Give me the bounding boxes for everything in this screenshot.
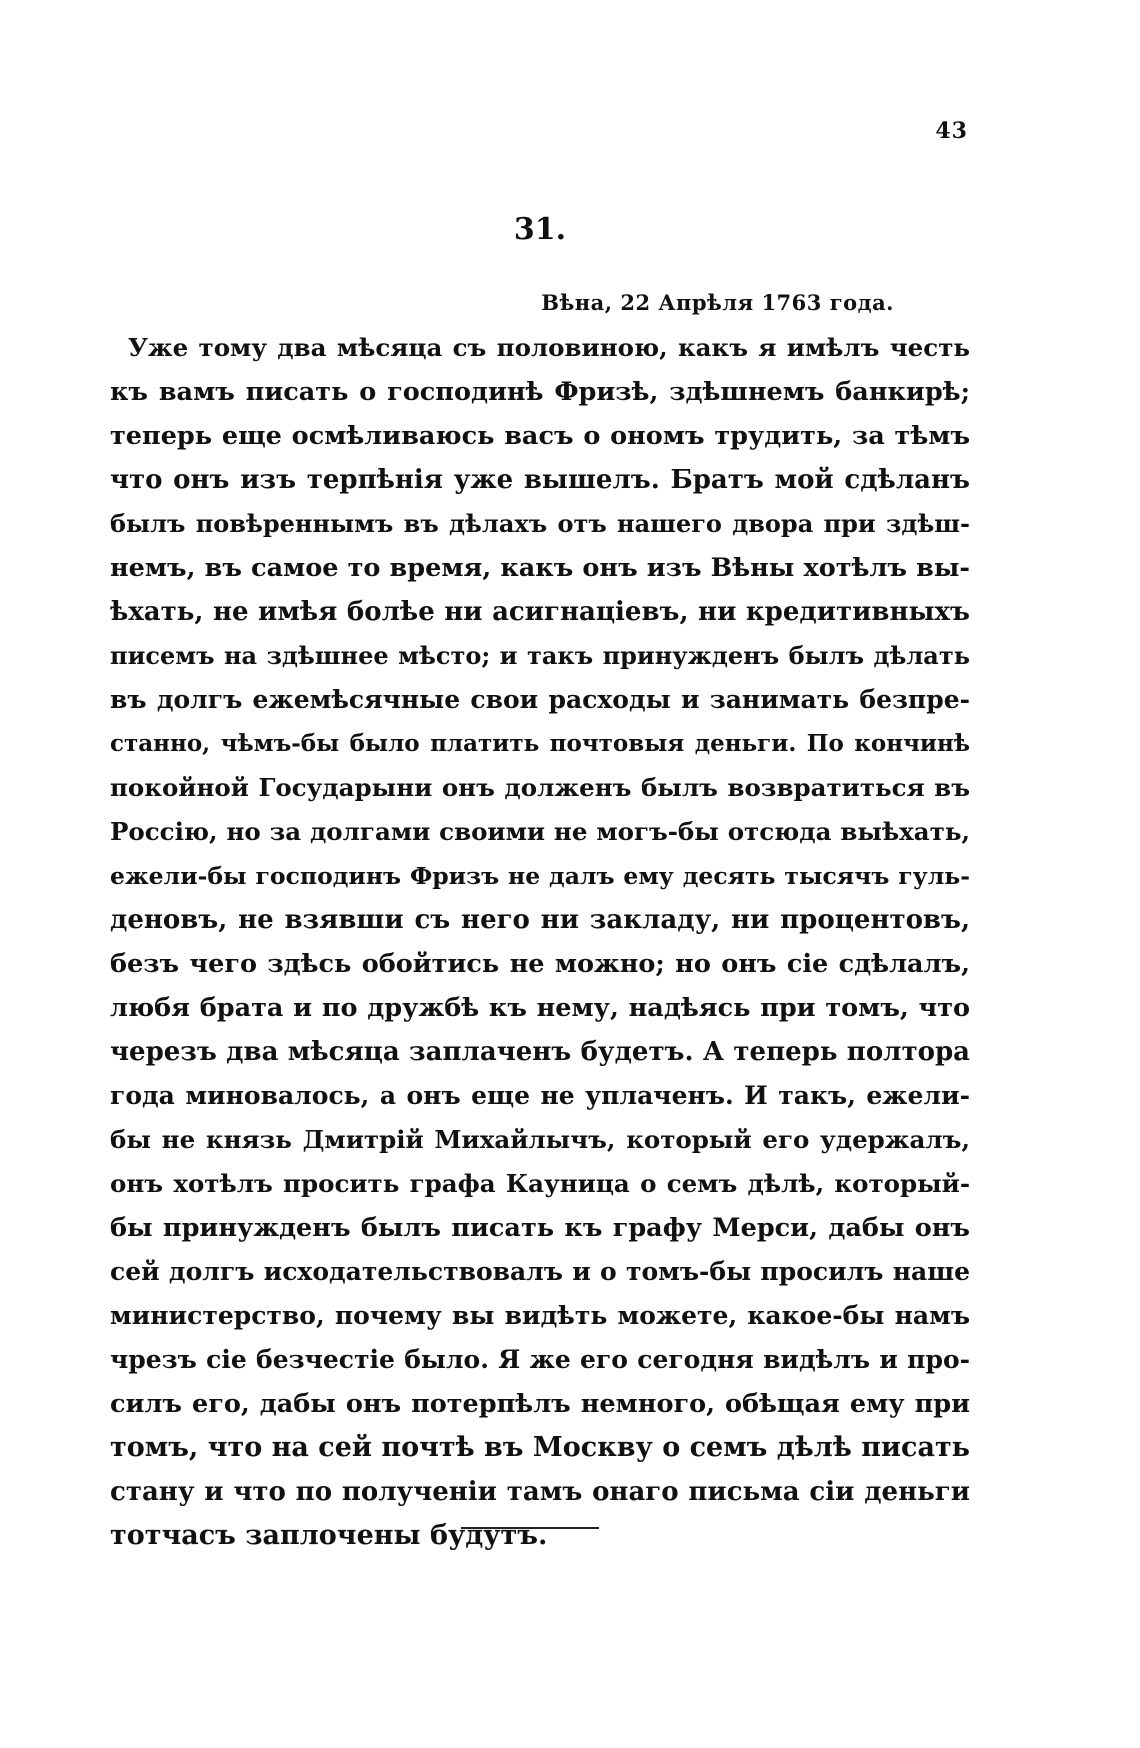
text-line: бы принужденъ былъ писать къ графу Мерси, дабы онъ bbox=[110, 1213, 970, 1243]
text-line: станно, чѣмъ-бы было платить почтовыя деньги. По кончинѣ bbox=[110, 730, 970, 757]
text-line: немъ, въ самое то время, какъ онъ изъ Вѣны хотѣлъ вы- bbox=[110, 553, 970, 583]
text-line: стану и что по полученіи тамъ онаго письма сіи деньги bbox=[110, 1477, 970, 1507]
text-line: покойной Государыни онъ долженъ былъ возвратиться въ bbox=[110, 773, 970, 802]
text-line: любя брата и по дружбѣ къ нему, надѣясь при томъ, что bbox=[110, 993, 970, 1023]
text-line: былъ повѣреннымъ въ дѣлахъ отъ нашего двора при здѣш- bbox=[110, 509, 970, 538]
text-line: что онъ изъ терпѣнія уже вышелъ. Братъ мой сдѣланъ bbox=[110, 465, 970, 495]
text-line: деновъ, не взявши съ него ни закладу, ни процентовъ, bbox=[110, 905, 970, 935]
text-line: силъ его, дабы онъ потерпѣлъ немного, обѣщая ему при bbox=[110, 1389, 970, 1419]
letter-body bbox=[110, 326, 970, 1558]
text-line: сей долгъ исходательствовалъ и о томъ-бы просилъ наше bbox=[110, 1257, 970, 1286]
text-line: Россію, но за долгами своими не могъ-бы отсюда выѣхать, bbox=[110, 817, 970, 846]
text-line: въ долгъ ежемѣсячные свои расходы и занимать безпре- bbox=[110, 685, 970, 714]
text-line: писемъ на здѣшнее мѣсто; и такъ принужденъ былъ дѣлать bbox=[110, 641, 970, 670]
text-line: томъ, что на сей почтѣ въ Москву о семъ дѣлѣ писать bbox=[110, 1432, 970, 1463]
text-line: черезъ два мѣсяца заплаченъ будетъ. А теперь полтора bbox=[110, 1037, 970, 1067]
text-line: года миновалось, а онъ еще не уплаченъ. И такъ, ежели- bbox=[110, 1081, 970, 1110]
text-line: теперь еще осмѣливаюсь васъ о ономъ трудить, за тѣмъ bbox=[110, 421, 970, 451]
text-line: министерство, почему вы видѣть можете, какое-бы намъ bbox=[110, 1301, 970, 1330]
page-number: 43 bbox=[935, 118, 968, 144]
text-line: тотчасъ заплочены будутъ. bbox=[110, 1520, 548, 1551]
text-line: Уже тому два мѣсяца съ половиною, какъ я имѣлъ честь bbox=[128, 333, 970, 362]
text-line: онъ хотѣлъ просить графа Кауница о семъ дѣлѣ, который- bbox=[110, 1169, 970, 1198]
text-line: къ вамъ писать о господинѣ Фризѣ, здѣшнемъ банкирѣ; bbox=[110, 377, 970, 407]
text-line: безъ чего здѣсь обойтись не можно; но онъ сіе сдѣлалъ, bbox=[110, 949, 970, 979]
text-line: ежели-бы господинъ Фризъ не далъ ему десять тысячъ гуль- bbox=[110, 862, 970, 890]
text-line: бы не князь Дмитрій Михайлычъ, который его удержалъ, bbox=[110, 1125, 970, 1154]
text-line: ѣхать, не имѣя болѣе ни асигнаціевъ, ни кредитивныхъ bbox=[110, 597, 970, 627]
letter-number: 31. bbox=[513, 212, 567, 247]
dateline: Вѣна, 22 Апрѣля 1763 года. bbox=[541, 290, 894, 315]
section-divider bbox=[461, 1527, 599, 1529]
text-line: чрезъ сіе безчестіе было. Я же его сегодня видѣлъ и про- bbox=[110, 1345, 970, 1374]
